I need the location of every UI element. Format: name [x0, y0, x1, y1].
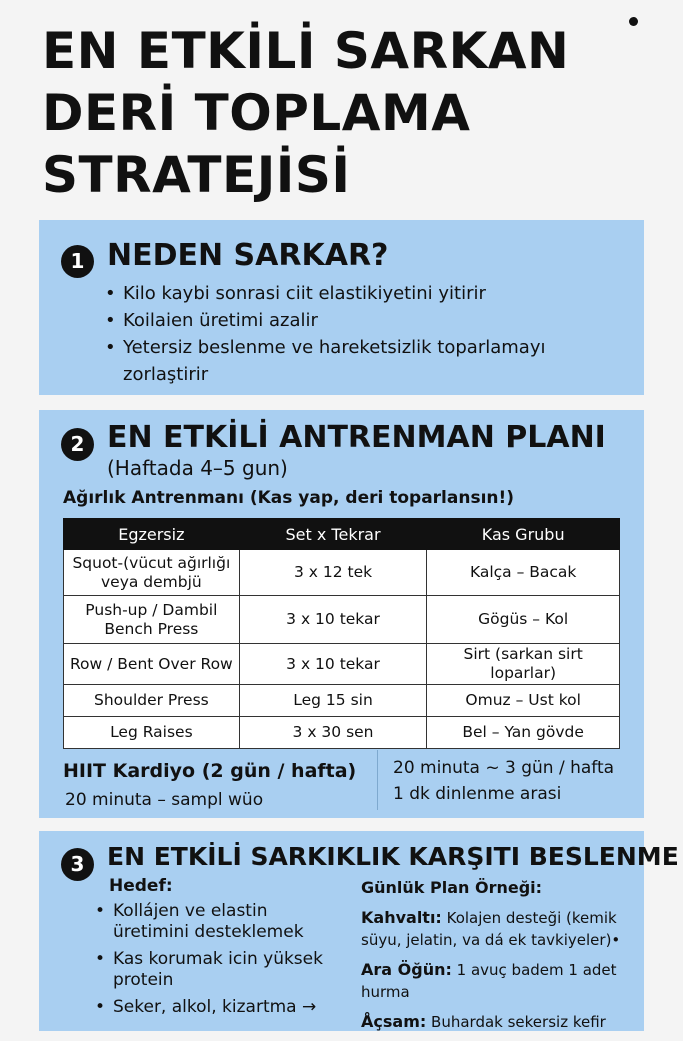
- table-row: [64, 685, 620, 717]
- section-subtitle: (Haftada 4–5 gun): [107, 456, 288, 480]
- hiit-detail: 1 dk dinlenme arasi: [393, 784, 562, 804]
- table-cell: 3 x 10 tekar: [239, 644, 427, 685]
- table-row: [64, 717, 620, 749]
- table-cell: Kalça – Bacak: [427, 550, 620, 596]
- table-row: [64, 596, 620, 644]
- table-header: Egzersiz: [64, 519, 240, 550]
- column-divider: [377, 750, 378, 810]
- breakfast-item: [361, 907, 641, 951]
- daily-plan: [361, 877, 641, 1041]
- list-item: • Yetersiz beslenme ve hareketsizlik toparlamayı zorlaştirir: [103, 334, 583, 388]
- table-cell: 3 x 10 tekar: [239, 596, 427, 644]
- dinner-item: [361, 1011, 641, 1033]
- table-cell: Squot-(vücut ağırlığı veya dembjü: [64, 550, 240, 596]
- goal-list: [93, 901, 343, 1018]
- table-cell: Push-up / Dambil Bench Press: [64, 596, 240, 644]
- list-item: • Seker, alkol, kizartma →: [93, 997, 343, 1018]
- section-title: EN ETKİLİ SARKIKLIK KARŞITI BESLENME: [107, 842, 679, 871]
- title-line: DERİ TOPLAMA: [42, 84, 471, 142]
- list-item: • Kas korumak icin yüksek protein: [93, 949, 343, 991]
- section-number-badge: 2: [61, 428, 94, 461]
- meal-label: Kahvaltı:: [361, 908, 442, 927]
- table-cell: Row / Bent Over Row: [64, 644, 240, 685]
- table-cell: 3 x 12 tek: [239, 550, 427, 596]
- table-cell: 3 x 30 sen: [239, 717, 427, 749]
- section-title: EN ETKİLİ ANTRENMAN PLANI: [107, 420, 606, 455]
- meal-text: Kolajen desteği (kemik süyu, jelatin, va dá ek tavkiyeler)•: [361, 909, 621, 949]
- table-cell: Gögüs – Kol: [427, 596, 620, 644]
- section-number-badge: 3: [61, 848, 94, 881]
- table-row: [64, 550, 620, 596]
- goal-heading: Hedef:: [109, 876, 173, 896]
- table-cell: Shoulder Press: [64, 685, 240, 717]
- table-cell: Bel – Yan gövde: [427, 717, 620, 749]
- page-title: [42, 20, 642, 206]
- table-cell: Omuz – Ust kol: [427, 685, 620, 717]
- table-header-row: [64, 519, 620, 550]
- title-line: EN ETKİLİ SARKAN: [42, 22, 570, 80]
- meal-label: Åçsam:: [361, 1012, 427, 1031]
- plan-heading: Günlük Plan Örneği:: [361, 878, 543, 897]
- table-cell: Leg Raises: [64, 717, 240, 749]
- table-row: [64, 644, 620, 685]
- snack-item: [361, 959, 641, 1003]
- meal-label: Ara Öğün:: [361, 960, 452, 979]
- bullet-list: [103, 280, 583, 388]
- list-item: • Kollájen ve elastin üretimini desteklemek: [93, 901, 343, 943]
- list-item: • Koilaien üretimi azalir: [103, 307, 583, 334]
- section-nutrition: [39, 831, 679, 1031]
- weights-heading: Ağırlık Antrenmanı (Kas yap, deri toparlansın!): [63, 488, 515, 508]
- table-cell: Sirt (sarkan sirt loparlar): [427, 644, 620, 685]
- table-cell: Leg 15 sin: [239, 685, 427, 717]
- table-header: Set x Tekrar: [239, 519, 427, 550]
- meal-text: 1 avuç badem 1 adet hurma: [361, 961, 617, 1001]
- table-header: Kas Grubu: [427, 519, 620, 550]
- section-training-plan: [39, 410, 644, 818]
- hiit-heading: HIIT Kardiyo (2 gün / hafta): [63, 760, 357, 782]
- meal-text: Buhardak sekersiz kefir: [431, 1013, 606, 1031]
- hiit-detail: 20 minuta – sampl wüo: [65, 790, 264, 810]
- exercise-table: [63, 518, 620, 749]
- section-number-badge: 1: [61, 245, 94, 278]
- hiit-detail: 20 minuta ~ 3 gün / hafta: [393, 758, 615, 778]
- section-why-sag: [39, 220, 644, 395]
- section-title: NEDEN SARKAR?: [107, 238, 389, 273]
- list-item: • Kilo kaybi sonrasi ciit elastikiyetini yitirir: [103, 280, 583, 307]
- title-line: STRATEJİSİ: [42, 146, 351, 204]
